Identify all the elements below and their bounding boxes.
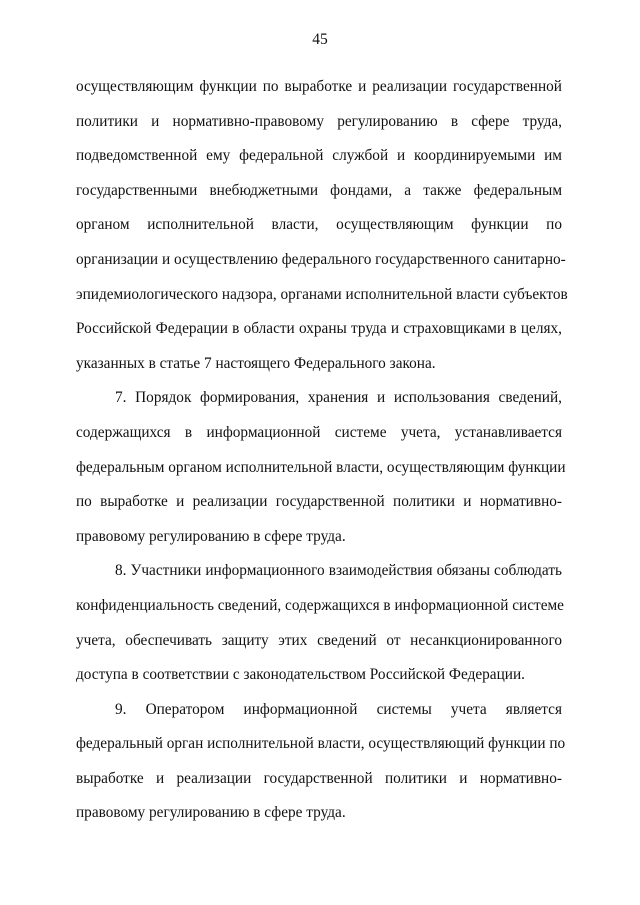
text-line: подведомственной ему федеральной службой и координируемыми им xyxy=(76,147,562,165)
text-line: правовому регулированию в сфере труда. xyxy=(76,527,346,545)
paragraph-p0 xyxy=(76,70,568,381)
text-line: содержащихся в информационной системе учета, устанавливается xyxy=(76,423,562,441)
document-body xyxy=(76,70,568,831)
text-line: эпидемиологического надзора, органами исполнительной власти субъектов xyxy=(76,285,568,303)
paragraph-p8 xyxy=(76,554,562,692)
paragraph-p9 xyxy=(76,693,566,831)
text-line: организации и осуществлению федерального государственного санитарно- xyxy=(76,250,566,268)
text-line: государственными внебюджетными фондами, а также федеральным xyxy=(76,181,562,199)
text-line: выработке и реализации государственной политики и нормативно- xyxy=(76,769,562,787)
text-line: федеральным органом исполнительной власти, осуществляющим функции xyxy=(76,458,566,476)
text-line: правовому регулированию в сфере труда. xyxy=(76,804,346,822)
text-line: доступа в соответствии с законодательством Российской Федерации. xyxy=(76,666,525,684)
text-line: федеральный орган исполнительной власти, осуществляющий функции по xyxy=(76,735,566,753)
text-line: 9. Оператором информационной системы учета является xyxy=(115,700,562,718)
text-line: Российской Федерации в области охраны труда и страховщиками в целях, xyxy=(76,320,562,338)
text-line: указанных в статье 7 настоящего Федерального закона. xyxy=(76,354,436,372)
text-line: учета, обеспечивать защиту этих сведений от несанкционированного xyxy=(76,631,562,649)
text-line: политики и нормативно-правовому регулированию в сфере труда, xyxy=(76,112,562,130)
text-line: органом исполнительной власти, осуществляющим функции по xyxy=(76,216,562,234)
text-line: 8. Участники информационного взаимодействия обязаны соблюдать xyxy=(115,562,562,580)
text-line: осуществляющим функции по выработке и реализации государственной xyxy=(76,78,562,95)
page-number: 45 xyxy=(312,31,328,48)
paragraph-p7 xyxy=(76,381,566,554)
text-line: по выработке и реализации государственной политики и нормативно- xyxy=(76,493,562,511)
text-line: конфиденциальность сведений, содержащихся в информационной системе xyxy=(76,596,564,614)
text-line: 7. Порядок формирования, хранения и использования сведений, xyxy=(115,389,562,407)
